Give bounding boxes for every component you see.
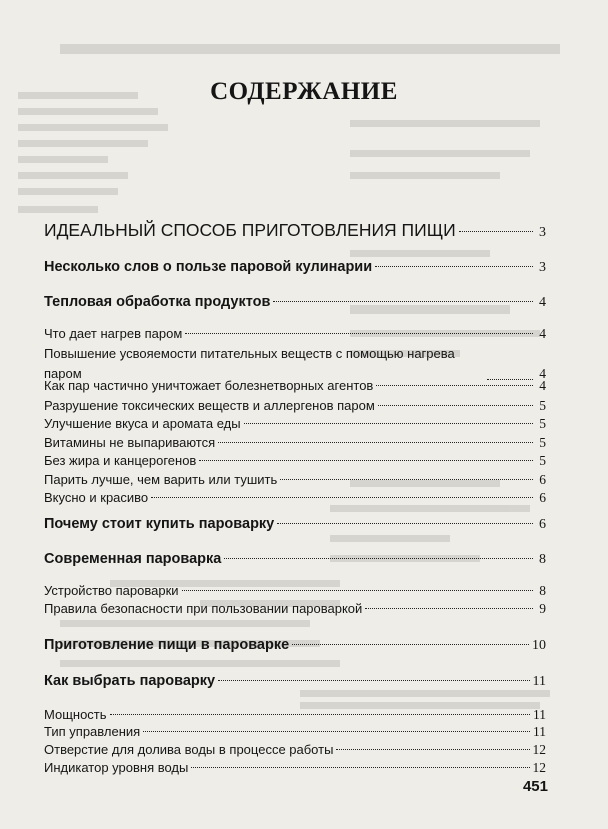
toc-entry-title: ИДЕАЛЬНЫЙ СПОСОБ ПРИГОТОВЛЕНИЯ ПИЩИ — [44, 220, 456, 240]
leader-dots — [224, 558, 533, 559]
toc-entry-page: 3 — [539, 225, 546, 240]
toc-entry — [44, 451, 546, 471]
toc-entry — [44, 396, 546, 416]
leader-dots — [244, 423, 533, 424]
toc-entry-page: 5 — [539, 398, 546, 413]
toc-entry-page: 12 — [532, 742, 546, 757]
toc-entry-page: 5 — [539, 453, 546, 468]
toc-entry — [44, 740, 546, 760]
toc-entry-title: Улучшение вкуса и аромата еды — [44, 416, 241, 431]
toc-entry-page: 6 — [539, 517, 546, 532]
toc-entry-page: 3 — [539, 260, 546, 275]
leader-dots — [336, 749, 529, 750]
toc-entry-page: 11 — [533, 724, 546, 739]
leader-dots — [143, 731, 530, 732]
leader-dots — [280, 479, 533, 480]
leader-dots — [459, 231, 533, 232]
leader-dots — [376, 385, 533, 386]
leader-dots — [191, 767, 529, 768]
toc-entry — [44, 635, 546, 655]
toc-entry-title: Парить лучше, чем варить или тушить — [44, 472, 278, 487]
page-title: СОДЕРЖАНИЕ — [210, 78, 398, 105]
toc-entry-page: 8 — [539, 583, 546, 598]
toc-entry — [44, 220, 546, 240]
toc-entry — [44, 671, 546, 691]
toc-entry-title: Мощность — [44, 707, 107, 722]
toc-entry-page: 6 — [539, 490, 546, 505]
toc-entry-title: Тип управления — [44, 724, 141, 739]
toc-entry-page: 5 — [539, 416, 546, 431]
toc-entry-title: Повышение усвояемости питательных веществ с помощью нагрева паром — [44, 346, 455, 381]
toc-entry-page: 4 — [539, 378, 546, 393]
toc-entry-page: 12 — [532, 760, 546, 775]
leader-dots — [378, 405, 533, 406]
toc-entry-title: Без жира и канцерогенов — [44, 453, 197, 468]
leader-dots — [218, 680, 529, 681]
toc-entry-title: Индикатор уровня воды — [44, 760, 189, 775]
toc-entry — [44, 470, 546, 490]
toc-entry-title: Отверстие для долива воды в процессе работы — [44, 742, 334, 757]
toc-entry — [44, 599, 546, 619]
toc-entry — [44, 414, 546, 434]
toc-entry — [44, 488, 546, 508]
toc-entry — [44, 376, 546, 396]
toc-entry-title: Несколько слов о пользе паровой кулинарии — [44, 259, 373, 275]
toc-entry-page: 11 — [532, 674, 546, 689]
leader-dots — [110, 714, 530, 715]
toc-entry-title: Витамины не выпариваются — [44, 435, 216, 450]
toc-entry — [44, 581, 546, 601]
leader-dots — [182, 590, 533, 591]
toc-entry — [44, 257, 546, 277]
toc-entry-title: Устройство пароварки — [44, 583, 179, 598]
toc-entry — [44, 433, 546, 453]
page-number: 451 — [522, 778, 548, 795]
toc-entry-page: 10 — [532, 638, 546, 653]
leader-dots — [151, 497, 533, 498]
toc-entry-page: 8 — [539, 552, 546, 567]
toc-entry-page: 11 — [533, 707, 546, 722]
leader-dots — [185, 333, 533, 334]
leader-dots — [292, 644, 529, 645]
toc-entry — [44, 722, 546, 742]
toc-entry-title: Как пар частично уничтожает болезнетворных агентов — [44, 378, 374, 393]
toc-entry — [44, 324, 546, 344]
toc-entry-title: Почему стоит купить пароварку — [44, 516, 275, 532]
toc-entry — [44, 549, 546, 569]
toc-entry-page: 4 — [539, 326, 546, 341]
toc-entry-page: 4 — [539, 366, 546, 381]
leader-dots — [365, 608, 533, 609]
toc-entry — [44, 292, 546, 312]
leader-dots — [273, 301, 533, 302]
leader-dots — [375, 266, 533, 267]
toc-entry-page: 9 — [539, 601, 546, 616]
toc-entry-title: Приготовление пищи в пароварке — [44, 637, 290, 653]
toc-entry — [44, 514, 546, 534]
leader-dots — [218, 442, 533, 443]
leader-dots — [199, 460, 533, 461]
toc-entry — [44, 758, 546, 778]
toc-entry-title: Разрушение токсических веществ и аллергенов паром — [44, 398, 375, 413]
toc-entry-title: Как выбрать пароварку — [44, 673, 216, 689]
toc-entry-title: Правила безопасности при пользовании пароваркой — [44, 601, 363, 616]
toc-entry-page: 4 — [539, 295, 546, 310]
leader-dots — [277, 523, 533, 524]
toc-entry-page: 5 — [539, 435, 546, 450]
toc-entry-title: Что дает нагрев паром — [44, 326, 183, 341]
toc-entry-title: Тепловая обработка продуктов — [44, 294, 271, 310]
toc-entry-title: Современная пароварка — [44, 551, 222, 567]
toc-entry-page: 6 — [539, 472, 546, 487]
toc-entry-title: Вкусно и красиво — [44, 490, 149, 505]
